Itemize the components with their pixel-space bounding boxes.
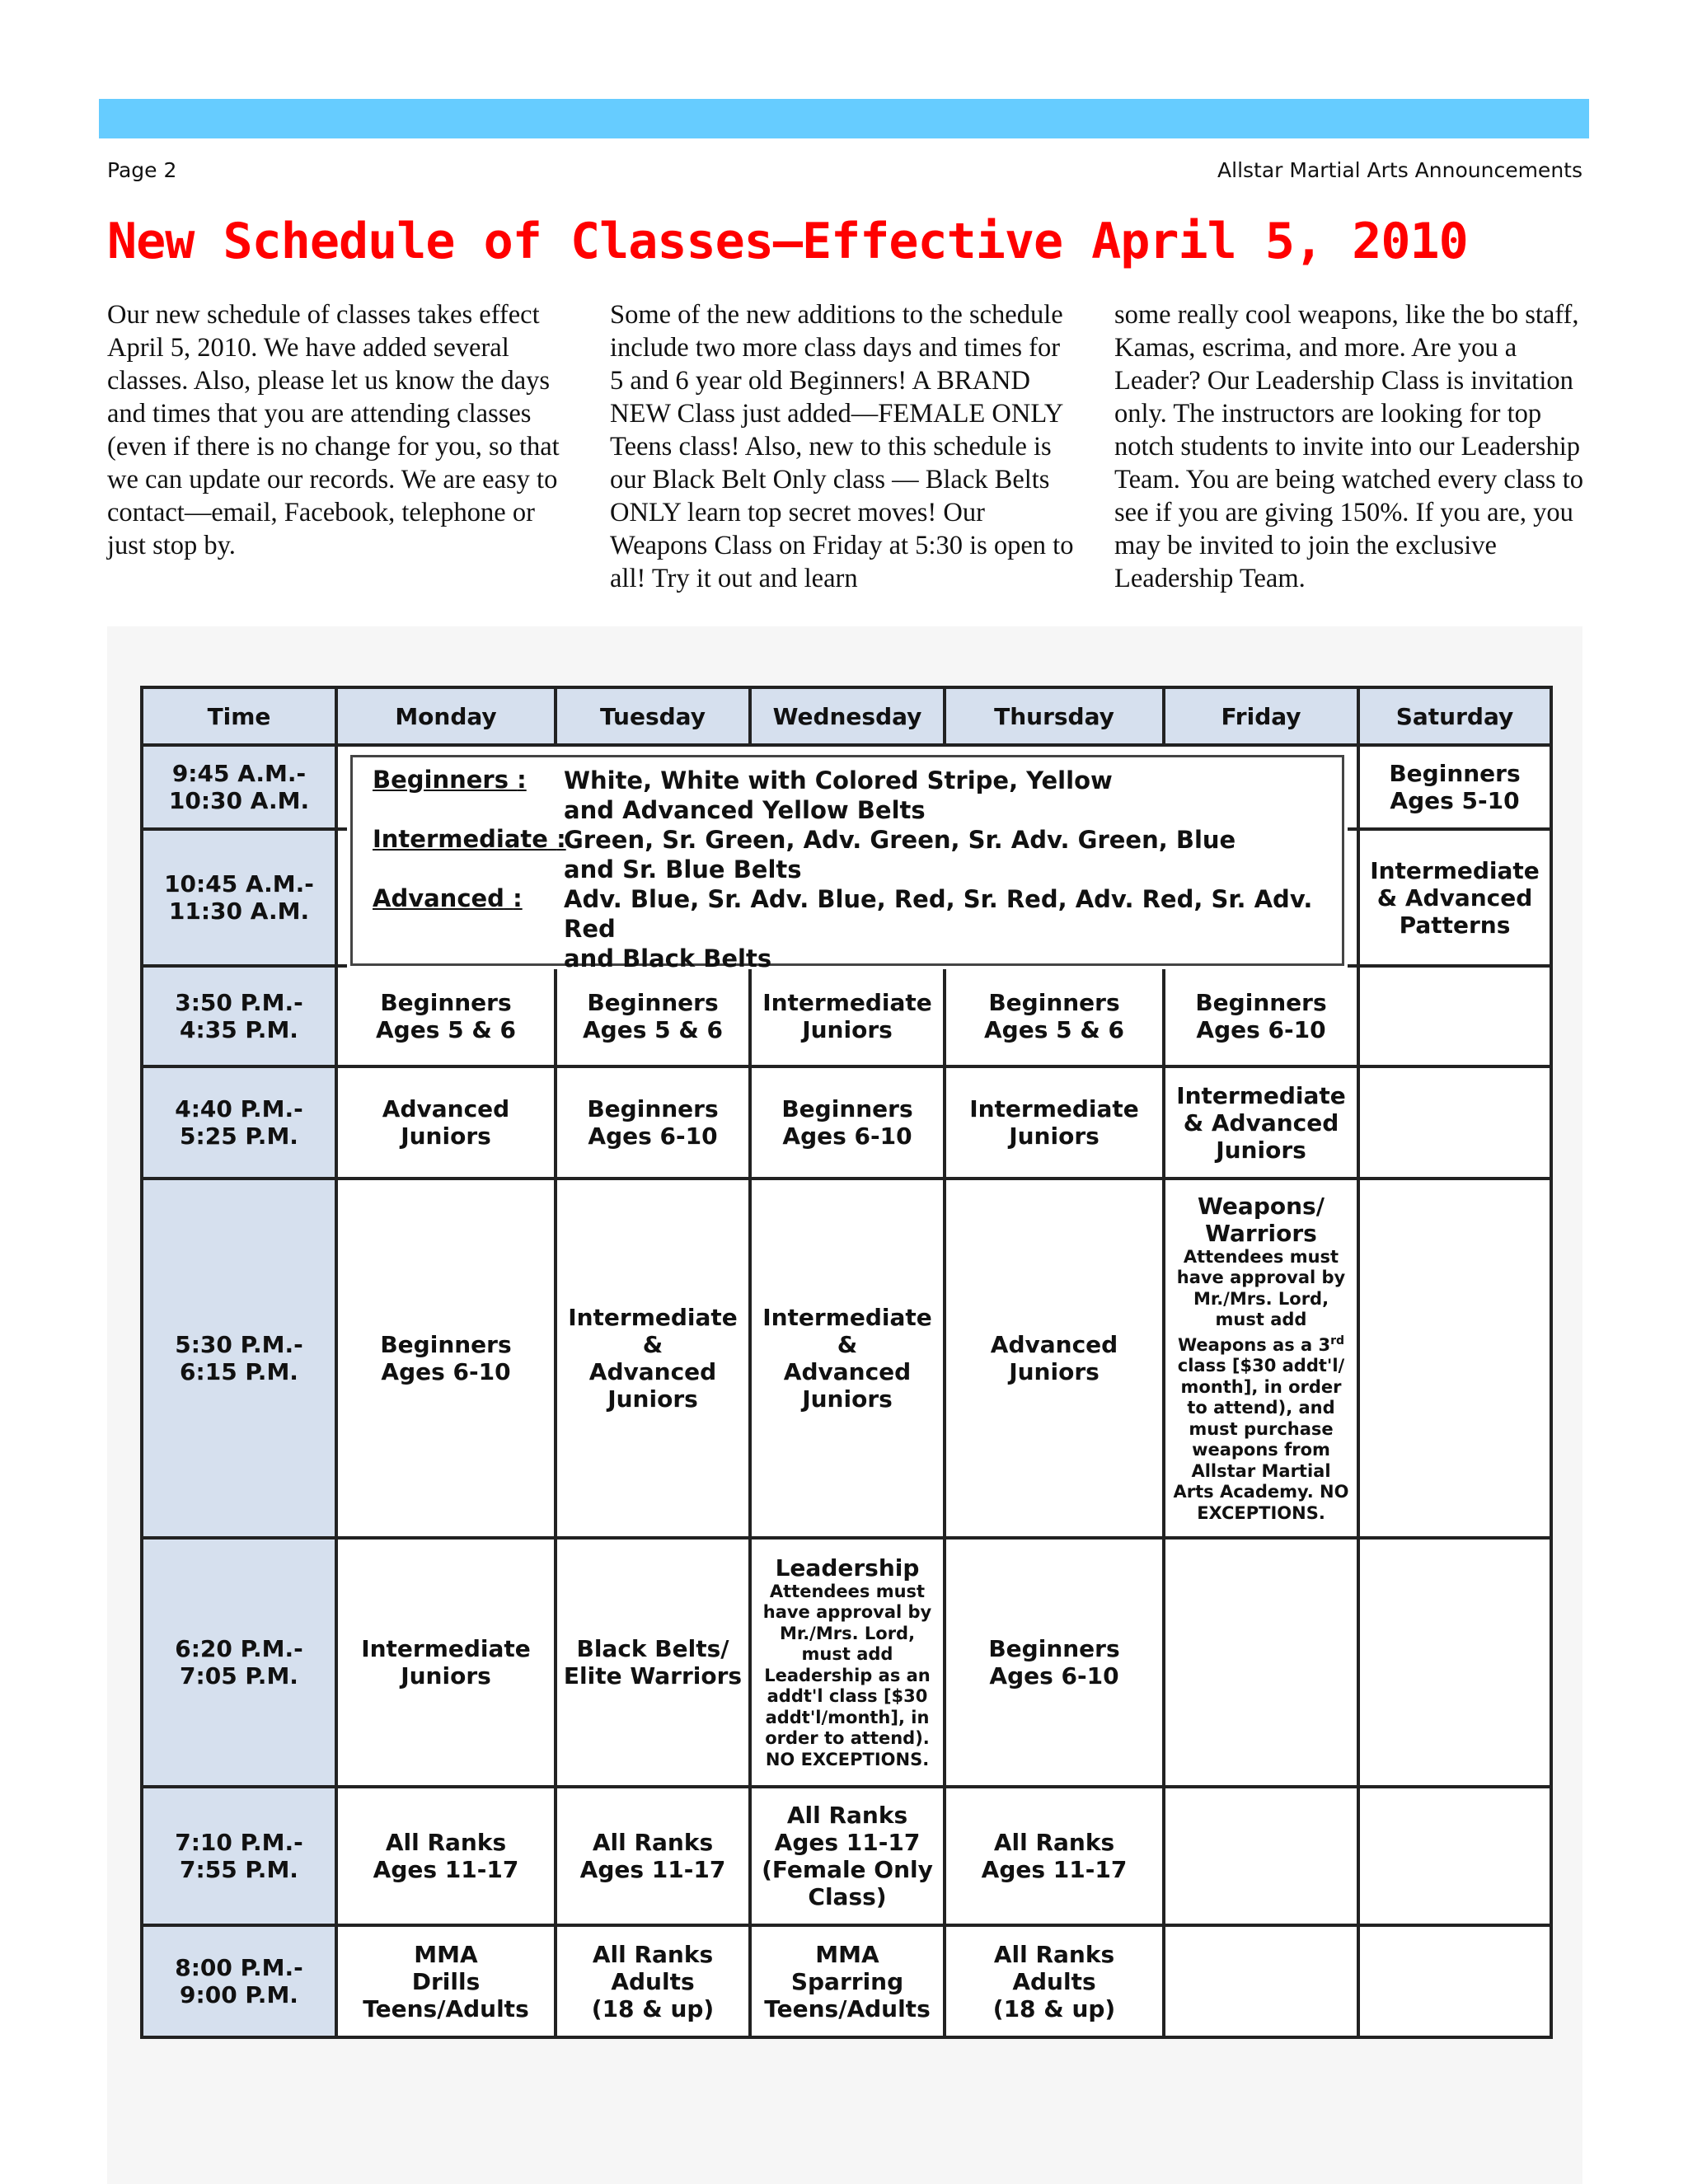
time-cell: 7:10 P.M.- 7:55 P.M. [142, 1787, 336, 1925]
legend-desc-intermediate: Green, Sr. Green, Adv. Green, Sr. Adv. Green, Blue and Sr. Blue Belts [564, 826, 1236, 883]
header-saturday: Saturday [1358, 687, 1551, 745]
weapons-class-cell: Weapons/ Warriors Attendees must have approval by Mr./Mrs. Lord, must add Weapons as a 3rd class [$30 addt'l/ month], in order to attend), and must purchase weapons from Allstar Martial Arts Academy. NO EXCEPTIONS. [1164, 1179, 1358, 1538]
leadership-class-cell: Leadership Attendees must have approval by Mr./Mrs. Lord, must add Leadership as an addt'l class [$30 addt'l/month], in order to attend). NO EXCEPTIONS. [750, 1538, 945, 1787]
leadership-note: Attendees must have approval by Mr./Mrs. Lord, must add Leadership as an addt'l class [$30 addt'l/month], in order to attend). NO EXCEPTIONS. [762, 1581, 932, 1769]
legend-desc-beginners: White, White with Colored Stripe, Yellow and Advanced Yellow Belts [564, 766, 1113, 824]
table-row [142, 1925, 1551, 2037]
empty-cell [1164, 1538, 1358, 1787]
header-tuesday: Tuesday [556, 687, 750, 745]
page-header [107, 158, 1582, 188]
class-cell: Advanced Juniors [336, 1066, 556, 1179]
class-cell: All Ranks Adults (18 & up) [945, 1925, 1164, 2037]
time-cell: 5:30 P.M.- 6:15 P.M. [142, 1179, 336, 1538]
class-cell: All Ranks Ages 11-17 [556, 1787, 750, 1925]
table-header-row [142, 687, 1551, 745]
time-cell: 6:20 P.M.- 7:05 P.M. [142, 1538, 336, 1787]
legend-label-advanced: Advanced : [373, 884, 523, 912]
header-thursday: Thursday [945, 687, 1164, 745]
empty-cell [1358, 1787, 1551, 1925]
time-cell: 3:50 P.M.- 4:35 P.M. [142, 966, 336, 1066]
page-number: Page 2 [107, 158, 177, 182]
empty-cell [1164, 1787, 1358, 1925]
table-row [142, 1787, 1551, 1925]
class-cell: Beginners Ages 5 & 6 [556, 966, 750, 1066]
class-cell: Beginners Ages 6-10 [336, 1179, 556, 1538]
class-cell: Beginners Ages 5 & 6 [945, 966, 1164, 1066]
time-cell: 10:45 A.M.- 11:30 A.M. [142, 829, 336, 966]
header-time: Time [142, 687, 336, 745]
class-cell: Advanced Juniors [945, 1179, 1164, 1538]
class-cell: Beginners Ages 6-10 [945, 1538, 1164, 1787]
table-row [142, 1179, 1551, 1538]
class-cell: MMA Drills Teens/Adults [336, 1925, 556, 2037]
legend-desc-advanced: Adv. Blue, Sr. Adv. Blue, Red, Sr. Red, Adv. Red, Sr. Adv. Red and Black Belts [564, 885, 1313, 972]
intro-column-1: Our new schedule of classes takes effect April 5, 2010. We have added several classes. Also, please let us know the days and times that you are attending classes (even if there is no change for you, so that we can update our records. We are easy to contact—email, Facebook, telephone or just stop by. [107, 300, 560, 560]
class-cell: All Ranks Adults (18 & up) [556, 1925, 750, 2037]
class-cell: Beginners Ages 6-10 [750, 1066, 945, 1179]
page-title: New Schedule of Classes—Effective April 5, 2010 [107, 213, 1468, 270]
class-cell: MMA Sparring Teens/Adults [750, 1925, 945, 2037]
weapons-note: Attendees must have approval by Mr./Mrs. Lord, must add Weapons as a 3rd class [$30 addt'l/ month], in order to attend), and must purchase weapons from Allstar Martial Arts Academy. NO EXCEPTIONS. [1173, 1246, 1349, 1523]
legend-label-intermediate: Intermediate : [373, 825, 566, 853]
saturday-cell: Intermediate & Advanced Patterns [1358, 829, 1551, 966]
class-cell: Beginners Ages 6-10 [556, 1066, 750, 1179]
header-color-bar [99, 99, 1589, 138]
intro-column-2: Some of the new additions to the schedule include two more class days and times for 5 and 6 year old Beginners! A BRAND NEW Class just added—FEMALE ONLY Teens class! Also, new to this schedule is our Black Belt Only class — Black Belts ONLY learn top secret moves! Our Weapons Class on Friday at 5:30 is open to all! Try it out and learn [610, 300, 1074, 593]
class-cell: Black Belts/ Elite Warriors [556, 1538, 750, 1787]
class-cell: Intermediate Juniors [336, 1538, 556, 1787]
table-row [142, 1066, 1551, 1179]
class-cell: Intermediate Juniors [750, 966, 945, 1066]
class-cell: Intermediate Juniors [945, 1066, 1164, 1179]
class-cell: Intermediate & Advanced Juniors [1164, 1066, 1358, 1179]
class-cell: Intermediate & Advanced Juniors [556, 1179, 750, 1538]
class-cell: All Ranks Ages 11-17 [945, 1787, 1164, 1925]
time-cell: 4:40 P.M.- 5:25 P.M. [142, 1066, 336, 1179]
header-monday: Monday [336, 687, 556, 745]
empty-cell [1358, 966, 1551, 1066]
empty-cell [1358, 1925, 1551, 2037]
legend-label-beginners: Beginners : [373, 766, 527, 794]
publication-name: Allstar Martial Arts Announcements [1217, 158, 1582, 182]
table-row [142, 966, 1551, 1066]
class-cell: Intermediate & Advanced Juniors [750, 1179, 945, 1538]
header-wednesday: Wednesday [750, 687, 945, 745]
time-cell: 9:45 A.M.- 10:30 A.M. [142, 745, 336, 829]
class-cell: Beginners Ages 6-10 [1164, 966, 1358, 1066]
belt-level-legend [350, 755, 1344, 972]
header-friday: Friday [1164, 687, 1358, 745]
empty-cell [1358, 1179, 1551, 1538]
empty-cell [1358, 1066, 1551, 1179]
class-cell: All Ranks Ages 11-17 [336, 1787, 556, 1925]
class-cell: All Ranks Ages 11-17 (Female Only Class) [750, 1787, 945, 1925]
intro-column-3: some really cool weapons, like the bo staff, Kamas, escrima, and more. Are you a Leader? Our Leadership Class is invitation only. The instructors are looking for top notch students to invite into our Leadership Team. You are being watched every class to see if you are giving 150%. If you are, you may be invited to join the exclusive Leadership Team. [1114, 300, 1584, 593]
time-cell: 8:00 P.M.- 9:00 P.M. [142, 1925, 336, 2037]
class-cell: Beginners Ages 5 & 6 [336, 966, 556, 1066]
table-row [142, 1538, 1551, 1787]
empty-cell [1164, 1925, 1358, 2037]
saturday-cell: Beginners Ages 5-10 [1358, 745, 1551, 829]
empty-cell [1358, 1538, 1551, 1787]
